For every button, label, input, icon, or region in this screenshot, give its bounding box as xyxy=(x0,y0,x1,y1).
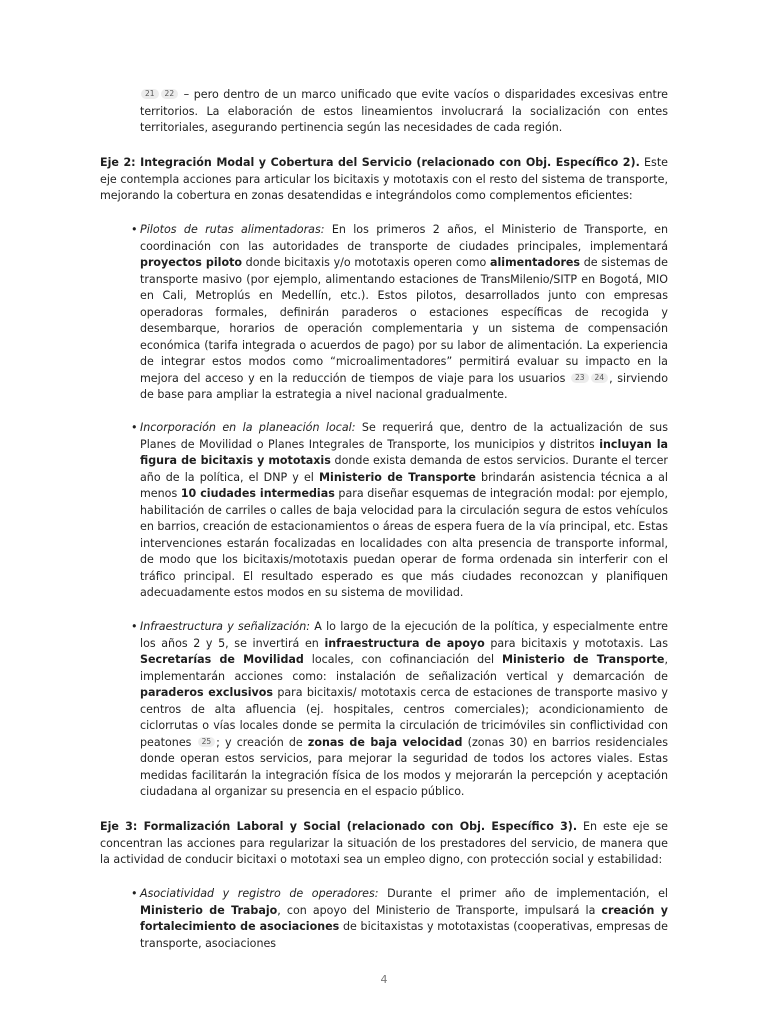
page-number: 4 xyxy=(380,973,388,986)
bullet-bold: alimentadores xyxy=(490,256,581,269)
bullet-bold: 10 ciudades intermedias xyxy=(180,487,335,500)
bullet-text: para bicitaxis/ mototaxis cerca de estaciones de transporte masivo y centros de alta afluencia (ej. hospitales, centros comerciales); acondicionamiento de ciclorrutas o vías locales donde se permita la circulación de tricimóviles sin conflictividad con peatones xyxy=(140,686,668,749)
eje2-text: Este eje contempla acciones para articular los bicitaxis y mototaxis con el resto del sistema de transporte, mejorando la cobertura en zonas desatendidas e integrándolos como complementos eficientes: xyxy=(100,156,668,202)
bullet-infraestructura xyxy=(140,619,668,801)
bullet-text: (zonas 30) en barrios residenciales donde operan estos servicios, para mejorar la seguridad de todos los actores viales. Estas medidas facilitarán la integración física de los modos y mejorarán la percepción y aceptación ciudadana al organizar su presencia en el espacio público. xyxy=(140,735,668,798)
bullet-marker: • xyxy=(131,620,138,633)
bullet-bold: creación y fortalecimiento de asociaciones xyxy=(140,903,668,933)
bullet-text: para diseñar esquemas de integración modal: por ejemplo, habilitación de carriles o calles de baja velocidad para la circulación segura de estos vehículos en barrios, creación de estacionamientos o áreas de espera fuera de la vía principal, etc. Estas intervenciones estarán focalizadas en localidades con alta presencia de transporte informal, de modo que los bicitaxis/mototaxis puedan operar de forma ordenada sin interferir con el tráfico principal. El resultado esperado es que más ciudades reconozcan y planifiquen adecuadamente estos modos en su sistema de movilidad. xyxy=(140,487,668,599)
bullet-title: Incorporación en la planeación local: xyxy=(140,421,356,434)
bullet-bold: incluyan la figura de bicitaxis y mototaxis xyxy=(140,437,668,467)
bullet-bold: paraderos exclusivos xyxy=(140,686,274,699)
eje3-paragraph xyxy=(100,819,668,869)
intro-paragraph xyxy=(140,87,668,137)
bullet-asociatividad xyxy=(140,886,668,952)
bullet-pilotos xyxy=(140,222,668,404)
bullet-text: Durante el primer año de implementación, el xyxy=(378,887,668,900)
eje3-text: En este eje se concentran las acciones para regularizar la situación de los prestadores del servicio, de manera que la actividad de conducir bicitaxi o mototaxi sea un empleo digno, con protección social y estabilidad: xyxy=(100,820,668,866)
eje2-paragraph xyxy=(100,155,668,205)
bullet-text: ; y creación de xyxy=(216,735,308,749)
bullet-title: Asociatividad y registro de operadores: xyxy=(140,887,379,900)
bullet-bold: Ministerio de Transporte xyxy=(501,653,665,666)
citation-21[interactable]: 21 xyxy=(141,89,159,99)
bullet-text: locales, con cofinanciación del xyxy=(303,653,502,666)
citation-25[interactable]: 25 xyxy=(198,737,216,747)
citation-22[interactable]: 22 xyxy=(161,89,179,99)
bullet-text: de bicitaxistas y mototaxistas (cooperativas, empresas de transporte, asociaciones xyxy=(140,920,668,950)
bullet-marker: • xyxy=(131,421,138,434)
bullet-marker: • xyxy=(131,887,138,900)
bullet-title: Infraestructura y señalización: xyxy=(140,620,310,633)
bullet-text: donde bicitaxis y/o mototaxis operen como xyxy=(242,256,491,269)
bullet-text: , sirviendo de base para ampliar la estrategia a nivel nacional gradualmente. xyxy=(140,371,668,401)
bullet-marker: • xyxy=(131,223,138,236)
citation-23[interactable]: 23 xyxy=(571,373,589,383)
eje2-heading: Eje 2: Integración Modal y Cobertura del Servicio (relacionado con Obj. Específico 2). xyxy=(100,156,640,169)
bullet-text: , implementarán acciones como: instalación de señalización vertical y demarcación de xyxy=(140,653,668,683)
bullet-text: para bicitaxis y mototaxis. Las xyxy=(484,636,668,650)
bullet-bold: proyectos piloto xyxy=(140,256,242,269)
bullet-title: Pilotos de rutas alimentadoras: xyxy=(140,223,325,236)
citation-24[interactable]: 24 xyxy=(591,373,609,383)
eje3-heading: Eje 3: Formalización Laboral y Social (relacionado con Obj. Específico 3). xyxy=(100,820,578,833)
bullet-bold: Ministerio de Trabajo xyxy=(140,903,278,917)
bullet-text: En los primeros 2 años, el Ministerio de Transporte, en coordinación con las autoridades de transporte de ciudades principales, implementará xyxy=(140,223,668,253)
bullet-text: , con apoyo del Ministerio de Transporte, impulsará la xyxy=(277,903,602,917)
bullet-planeacion xyxy=(140,420,668,602)
bullet-text: brindarán asistencia técnica a al menos xyxy=(140,470,669,500)
bullet-bold: Secretarías de Movilidad xyxy=(140,653,304,666)
bullet-bold: Ministerio de Transporte xyxy=(319,470,476,484)
bullet-text: donde exista demanda de estos servicios. Durante el tercer año de la política, el DNP y el xyxy=(140,454,668,484)
bullet-bold: infraestructura de apoyo xyxy=(324,636,485,650)
bullet-bold: zonas de baja velocidad xyxy=(307,735,463,749)
intro-text: – pero dentro de un marco unificado que evite vacíos o disparidades excesivas entre territorios. La elaboración de estos lineamientos involucrará la socialización con entes territoriales, asegurando pertinencia según las necesidades de cada región. xyxy=(140,88,668,134)
bullet-text: Se requerirá que, dentro de la actualización de sus Planes de Movilidad o Planes Integrales de Transporte, los municipios y distritos xyxy=(140,421,668,451)
bullet-text: de sistemas de transporte masivo (por ejemplo, alimentando estaciones de TransMilenio/SITP en Bogotá, MIO en Cali, Metroplús en Medellín, etc.). Estos pilotos, desarrollados junto con empresas operadoras formales, definirán paraderos o estaciones específicas de recogida y desembarque, horarios de operación complementaria y un sistema de compensación económica (tarifa integrada o acuerdos de pago) por su labor de alimentación. La experiencia de integrar estos modos como “microalimentadores” permitirá evaluar su impacto en la mejora del acceso y en la reducción de tiempos de viaje para los usuarios xyxy=(140,256,668,385)
bullet-text: A lo largo de la ejecución de la política, y especialmente entre los años 2 y 5, se invertirá en xyxy=(140,620,668,650)
